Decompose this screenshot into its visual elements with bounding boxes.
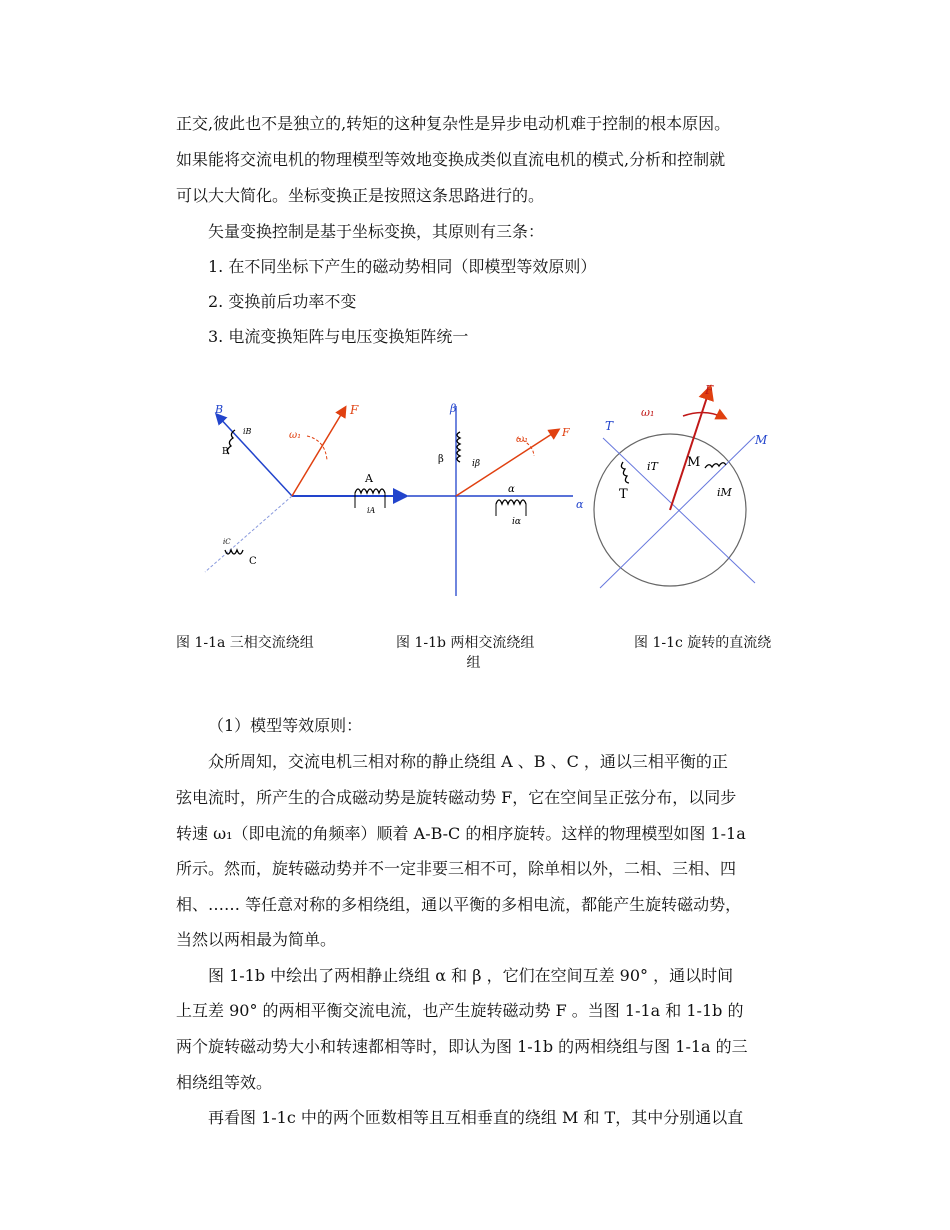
- caption-b-line1: 图 1-1b 两相交流绕组: [396, 635, 535, 651]
- list-item: 2. 变换前后功率不变: [208, 292, 357, 311]
- figure-rotating-dc-winding: [585, 378, 785, 603]
- text-line: 相、…… 等任意对称的多相绕组，通以平衡的多相电流，都能产生旋转磁动势，: [176, 895, 742, 914]
- text-line: 两个旋转磁动势大小和转速都相等时，即认为图 1-1b 的两相绕组与图 1-1a 的三: [176, 1037, 748, 1056]
- list-item: 1. 在不同坐标下产生的磁动势相同（即模型等效原则）: [208, 257, 597, 276]
- rotation-arc: [307, 436, 327, 460]
- text-line: 相绕组等效。: [176, 1073, 273, 1092]
- section-heading: （1）模型等效原则：: [208, 716, 363, 735]
- label-beta-axis: β: [450, 402, 457, 415]
- label-c-coil: C: [249, 556, 257, 567]
- text-line: 弦电流时，所产生的合成磁动势是旋转磁动势 F，它在空间呈正弦分布，以同步: [176, 788, 737, 807]
- label-omega: ω₁: [289, 430, 302, 441]
- coil-a: [355, 489, 385, 493]
- label-beta-coil: β: [438, 454, 444, 465]
- label-b-axis: B: [215, 403, 224, 416]
- text-line: 众所周知，交流电机三相对称的静止绕组 A 、B 、C ，通以三相平衡的正: [208, 752, 728, 771]
- text-line: 转速 ω₁（即电流的角频率）顺着 A-B-C 的相序旋转。这样的物理模型如图 1-1a: [176, 824, 746, 843]
- text-line: 如果能将交流电机的物理模型等效地变换成类似直流电机的模式,分析和控制就: [176, 150, 726, 169]
- figure-caption-b: [396, 633, 556, 673]
- label-t-axis: T: [605, 419, 614, 433]
- label-m-coil: M: [687, 455, 701, 470]
- coil-t: [621, 462, 629, 483]
- figure-caption-a: 图 1-1a 三相交流绕组: [176, 635, 314, 651]
- text-line: 当然以两相最为简单。: [176, 930, 337, 949]
- label-im: iM: [717, 486, 732, 499]
- caption-b-line2: 组: [466, 655, 481, 671]
- label-ia: iA: [367, 506, 376, 515]
- text-line: 所示。然而，旋转磁动势并不一定非要三相不可，除单相以外，二相、三相、四: [176, 859, 737, 878]
- rotation-arc: [683, 412, 725, 418]
- coil-beta: [457, 432, 460, 462]
- text-line: 图 1-1b 中绘出了两相静止绕组 α 和 β ，它们在空间互差 90° ，通以时间: [208, 966, 734, 985]
- figure-caption-c: 图 1-1c 旋转的直流绕: [634, 635, 772, 651]
- text-line: 正交,彼此也不是独立的,转矩的这种复杂性是异步电动机难于控制的根本原因。: [176, 114, 731, 133]
- label-ic: iC: [223, 538, 231, 546]
- label-alpha-axis: α: [576, 498, 584, 511]
- label-omega: ω₁: [516, 434, 529, 445]
- label-omega: ω₁: [641, 406, 655, 419]
- label-ib: iB: [243, 427, 252, 436]
- m-axis: [600, 436, 755, 588]
- label-it: iT: [647, 460, 658, 473]
- f-vector: [292, 408, 345, 496]
- label-alpha-coil: α: [508, 484, 515, 495]
- label-f: F: [705, 383, 714, 397]
- label-m-axis: M: [755, 433, 768, 447]
- label-ialpha: iα: [512, 517, 521, 527]
- label-f: F: [350, 403, 359, 417]
- list-item: 3. 电流变换矩阵与电压变换矩阵统一: [208, 327, 469, 346]
- label-b-coil: B: [222, 447, 229, 457]
- label-t-coil: T: [619, 487, 628, 502]
- figure-three-phase-winding: [195, 400, 415, 595]
- figure-two-phase-winding: [408, 400, 590, 600]
- label-ibeta: iβ: [472, 459, 481, 469]
- text-line: 再看图 1-1c 中的两个匝数相等且互相垂直的绕组 M 和 T，其中分别通以直: [208, 1108, 744, 1127]
- text-line: 矢量变换控制是基于坐标变换，其原则有三条：: [208, 222, 545, 241]
- label-f: F: [562, 426, 570, 439]
- label-a-coil: A: [365, 472, 373, 485]
- text-line: 可以大大简化。坐标变换正是按照这条思路进行的。: [176, 186, 545, 205]
- text-line: 上互差 90° 的两相平衡交流电流，也产生旋转磁动势 F 。当图 1-1a 和 1-1b 的: [176, 1001, 744, 1020]
- coil-alpha: [496, 500, 526, 504]
- f-vector: [670, 388, 710, 510]
